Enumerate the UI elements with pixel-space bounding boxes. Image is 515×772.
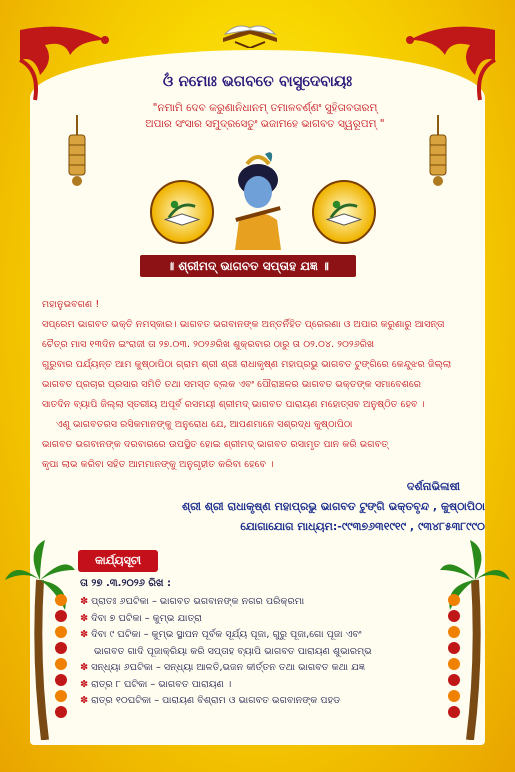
flower-garland-icon (445, 590, 463, 730)
letter-line: ଭାଗବତ ଭଗବାନଙ୍କ ଦରବାରରେ ଉପସ୍ଥିତ ହୋଇ ଶ୍ରୀମଦ୍ ଭାଗବତ ରସାମୃତ ପାନ କରି ଭଗବତ୍ (42, 439, 389, 450)
schedule-item: ✽ ଦିବା ୭ ଘଟିକା – କୁମ୍ଭ ଯାତ୍ରା (80, 611, 440, 628)
letter-line: ଏଣୁ ଭାଗବତରସ ରସିକମାନଙ୍କୁ ଅନୁରୋଧ ଯେ, ଆପଣମାନେ ସଶ୍ରଦ୍ଧ କୁଷ୍ଠାପିଠା (56, 419, 353, 430)
signature-organization: ଶ୍ରୀ ଶ୍ରୀ ରାଧାକୃଷ୍ଣ ମହାପ୍ରଭୁ ଭାଗବତ ଟୁଙ୍ଗି ଭକ୍ତବୃନ୍ଦ , କୁଷ୍ଠାପିଠା (181, 500, 485, 513)
scripture-medallion-icon (312, 180, 376, 244)
schedule-item: ✽ ଦିବା ୯ ଘଟିକା – କୁମ୍ଭ ସ୍ଥାପନ ପୂର୍ବକ ସୂର୍ଯ୍ୟ ପୂଜା, ଗୁରୁ ପୂଜା,ଗୋ ପୂଜା ଏବଂ (80, 627, 440, 644)
invitation-letter (42, 295, 482, 475)
salutation: ମହାନୁଭବଗଣ ! (42, 299, 100, 310)
letter-line: ଭାଗବତ ପ୍ରଚାର ପ୍ରସାର ସମିତି ତଥା ସମସ୍ତ ବ୍ଲକ ଏବଂ ପୌରାଞ୍ଚଳର ଭାଗବତ ଭକ୍ତଙ୍କ ସମାବେଶରେ (42, 379, 422, 390)
schedule-item: ✽ ପ୍ରାତଃ ୬ଘଟିକା – ଭାଗବତ ଭଗବାନଙ୍କ ନଗର ପରିକ୍ରମା (80, 594, 440, 611)
schedule-item: ଭାଗବତ ଗାଦି ପୂଜାକ୍ରିୟା କରି ସପ୍ତାହ ବ୍ୟାପି ଭାଗବତ ପାରାୟଣ ଶୁଭାରମ୍ଭ (94, 645, 372, 657)
event-title-banner: ॥ ଶ୍ରୀମଦ୍ ଭାଗବତ ସପ୍ତାହ ଯଜ୍ଞ ॥ (140, 255, 356, 277)
signature-title: ଦର୍ଶନାଭିଳାଷୀ (406, 480, 460, 493)
flower-garland-icon (52, 590, 70, 730)
hanging-bell-icon (64, 115, 90, 195)
letter-line: କୃପା ଲାଭ କରିବା ସହିତ ଆମମାନଙ୍କୁ ଅନୁଗୃହୀତ କରିବା ହେବେ । (42, 459, 274, 470)
krishna-image (225, 150, 291, 250)
scripture-medallion-icon (150, 180, 214, 244)
letter-line: ଗୁରୁବାର ପର୍ଯ୍ୟନ୍ତ ଆମ କୁଷ୍ଠାପିଠା ଗ୍ରାମ ଶ୍ରୀ ଶ୍ରୀ ରାଧାକୃଷ୍ଣ ମହାପ୍ରଭୁ ଭାଗବତ ଟୁଙ୍ଗିରେ କେନ୍ଦୁଝର ଜିଲ୍ଲା (42, 359, 452, 370)
quote-line-2: ଅପାର ସଂସାର ସମୁଦ୍ରସେତୁଂ ଭଜାମହେ ଭାଗବତ ସ୍ୱରୂପମ୍ " (145, 118, 385, 130)
schedule-item: ✽ ସନ୍ଧ୍ୟା ୬ଘଟିକା – ସନ୍ଧ୍ୟା ଆଳତି,ଭଜନ କୀର୍ତ୍ତନ ତଥା ଭାଗବତ କଥା ଯଜ୍ଞ (80, 660, 440, 677)
schedule-item: ✽ ରାତ୍ର ୮ ଘଟିକା – ଭାଗବତ ପାରାୟଣ । (80, 677, 440, 694)
letter-line: ସପ୍ରେମ ଭାଗବତ ଭକ୍ତି ନମସ୍କାର। ଭାଗବତ ଭଗବାନଙ୍କ ଅନ୍ତର୍ନିହିତ ପ୍ରେରଣା ଓ ଅପାର କରୁଣାରୁ ଆସନ୍ତା (42, 319, 445, 330)
program-date: ତା ୨୭ .୩.୨୦୨୬ ରିଖ : (80, 578, 171, 589)
letter-line: ଚୈତ୍ର ମାସ ୧୩ଦିନ ଇଂରାଜୀ ତା ୨୭.୦୩. ୨୦୨୬ରିଖ ଶୁକ୍ରବାର ଠାରୁ ତା ୦୨.୦୪. ୨୦୨୬ରିଖ (42, 339, 375, 350)
book-on-stand-icon (215, 8, 285, 48)
program-badge: କାର୍ଯ୍ୟସୂଚୀ (78, 550, 158, 572)
quote-line-1: "ନମାମି ଦେବ କରୁଣାନିଧାନମ୍ ତମାଳବର୍ଣ୍ଣଂ ସୁହିତାବତାରମ୍ (152, 102, 378, 114)
letter-line: ସାତଦିନ ବ୍ୟାପି ଜିଲ୍ଲା ସ୍ତରୀୟ ଅପୂର୍ବ ରସମୟୀ ଶ୍ରୀମଦ୍ ଭାଗବତ ପାରାୟଣ ମହୋତ୍ସବ ଅନୁଷ୍ଠିତ ହେବ । (42, 399, 425, 410)
contact-numbers: ଯୋଗାଯୋଗ ମାଧ୍ୟମ:-୯୯୩୭୬୩୧୯୧୯ , ୯୩୪୮୫୩୮୯୯୦ (240, 520, 485, 533)
sanskrit-quote (100, 100, 430, 132)
header-mantra: ଓଁ ନମୋଃ ଭଗବତେ ବାସୁଦେବାୟଃ (162, 72, 353, 90)
schedule-item: ✽ ରାତ୍ର ୧୦ଘଟିକା – ପାରାୟଣ ବିଶ୍ରାମ ଓ ଭାଗବତ ଭଗବାନଙ୍କ ପହଡ (80, 693, 440, 710)
program-schedule (80, 594, 440, 710)
